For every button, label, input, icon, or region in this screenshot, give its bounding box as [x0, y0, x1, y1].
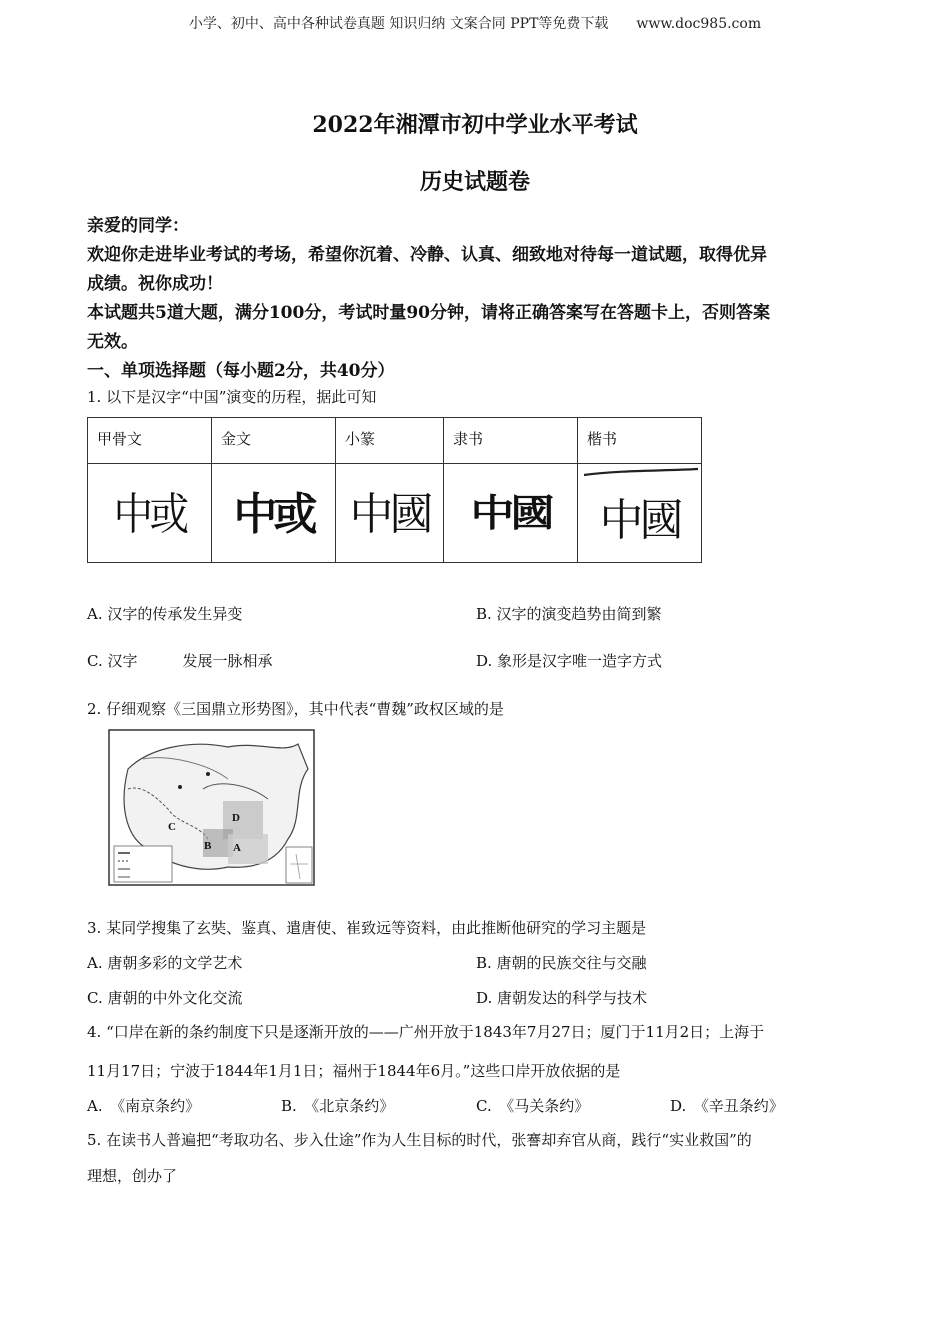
col-header-oracle: 甲骨文	[88, 418, 212, 464]
q1-option-c[interactable]: C. 汉字 发展一脉相承	[87, 652, 273, 670]
intro-line-2: 成绩。祝你成功！	[87, 274, 223, 294]
glyph-clerical: 中國	[470, 492, 551, 536]
q3-stem: 3. 某同学搜集了玄奘、鉴真、遣唐使、崔致远等资料，由此推断他研究的学习主题是	[87, 919, 647, 937]
glyph-oracle: 中或	[113, 489, 186, 540]
q3-option-b[interactable]: B. 唐朝的民族交往与交融	[476, 954, 647, 972]
q5-stem-line-1: 5. 在读书人普遍把“考取功名、步入仕途”作为人生目标的时代，张謇却弃官从商，践行“实业救国”的	[87, 1131, 752, 1149]
q1-option-d[interactable]: D. 象形是汉字唯一造字方式	[476, 652, 663, 670]
q4-option-c[interactable]: C. 《马关条约》	[476, 1097, 590, 1115]
q1-stem: 1. 以下是汉字“中国”演变的历程，据此可知	[87, 388, 377, 406]
q1-option-b[interactable]: B. 汉字的演变趋势由简到繁	[476, 605, 662, 623]
col-header-clerical: 隶书	[444, 418, 578, 464]
col-header-bronze: 金文	[212, 418, 336, 464]
q4-stem-line-1: 4. “口岸在新的条约制度下只是逐渐开放的——广州开放于1843年7月27日；厦门于11月2日；上海于	[87, 1023, 765, 1041]
section-heading: 一、单项选择题（每小题2分，共40分）	[87, 361, 395, 381]
glyph-cell-regular	[578, 464, 702, 563]
q1-option-a[interactable]: A. 汉字的传承发生异变	[87, 605, 243, 623]
exam-title: 2022年湘潭市初中学业水平考试	[312, 112, 638, 138]
glyph-small-seal: 中國	[349, 489, 430, 540]
map-label-b: B	[204, 840, 212, 852]
greeting: 亲爱的同学：	[87, 216, 189, 236]
rules-line-1: 本试题共5道大题，满分100分，考试时量90分钟，请将正确答案写在答题卡上，否则答案	[87, 303, 770, 323]
glyph-cell-oracle	[88, 464, 212, 563]
page-header: 小学、初中、高中各种试卷真题 知识归纳 文案合同 PPT等免费下载 www.doc985.com	[188, 16, 762, 32]
glyph-cell-clerical	[444, 464, 578, 563]
rules-line-2: 无效。	[87, 332, 138, 352]
three-kingdoms-map	[108, 729, 315, 886]
intro-line-1: 欢迎你走进毕业考试的考场，希望你沉着、冷静、认真、细致地对待每一道试题，取得优异	[87, 245, 767, 265]
q4-option-b[interactable]: B. 《北京条约》	[281, 1097, 395, 1115]
q3-option-c[interactable]: C. 唐朝的中外文化交流	[87, 989, 243, 1007]
q4-option-d[interactable]: D. 《辛丑条约》	[670, 1097, 784, 1115]
q5-stem-line-2: 理想，创办了	[87, 1167, 178, 1185]
col-header-regular: 楷书	[578, 418, 702, 464]
glyph-bronze: 中或	[233, 489, 314, 540]
q3-option-d[interactable]: D. 唐朝发达的科学与技术	[476, 989, 648, 1007]
col-header-small-seal: 小篆	[336, 418, 444, 464]
map-label-a: A	[233, 842, 241, 854]
q4-option-a[interactable]: A. 《南京条约》	[87, 1097, 201, 1115]
q3-option-a[interactable]: A. 唐朝多彩的文学艺术	[87, 954, 243, 972]
q4-stem-line-2: 11月17日；宁波于1844年1月1日；福州于1844年6月。”这些口岸开放依据的是	[87, 1062, 621, 1080]
glyph-regular: 中國	[599, 495, 680, 546]
glyph-cell-small-seal	[336, 464, 444, 563]
q2-stem: 2. 仔细观察《三国鼎立形势图》，其中代表“曹魏”政权区域的是	[87, 700, 504, 718]
map-label-d: D	[232, 812, 240, 824]
map-label-c: C	[168, 821, 176, 833]
glyph-cell-bronze	[212, 464, 336, 563]
exam-subtitle: 历史试题卷	[419, 169, 530, 195]
character-evolution-table	[87, 417, 702, 563]
brush-stroke-decoration	[582, 466, 700, 478]
